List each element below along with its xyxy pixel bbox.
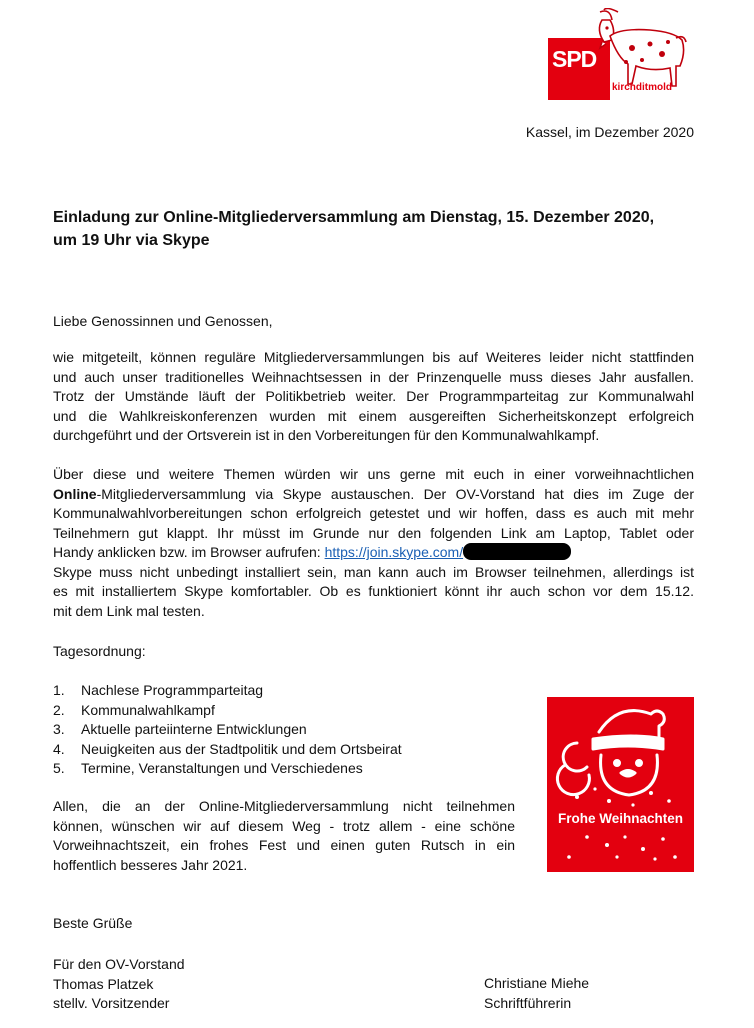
date-line: Kassel, im Dezember 2020 bbox=[525, 124, 694, 140]
christmas-greeting: Frohe Weihnachten bbox=[557, 811, 683, 826]
agenda-item-text: Neuigkeiten aus der Stadtpolitik und dem Ortsbeirat bbox=[81, 740, 402, 757]
spd-logo-text: SPD bbox=[552, 46, 597, 72]
agenda-list bbox=[53, 681, 402, 779]
signature-left-line: Thomas Platzek bbox=[53, 975, 154, 992]
spd-logo bbox=[548, 8, 690, 100]
agenda-item bbox=[53, 720, 402, 740]
agenda-item-number: 4. bbox=[53, 740, 65, 757]
paragraph-2-line: Über diese und weitere Themen würden wir uns gerne mit euch in einer vorweihnachtlichen bbox=[53, 466, 694, 482]
logo-subtitle: kirchditmold bbox=[612, 82, 673, 93]
santa-icon bbox=[547, 697, 694, 872]
signature-right-line: Schriftführerin bbox=[484, 994, 572, 1011]
paragraph-2-line: Skype muss nicht unbedingt installiert sein, man kann auch im Browser teilnehmen, allerdings ist bbox=[53, 563, 694, 580]
goat-icon bbox=[592, 8, 690, 90]
agenda-item-number: 3. bbox=[53, 721, 65, 737]
paragraph-2-line: Kommunalwahlvorbereitungen schon erfolgreich getestet und wir hoffen, dass es auch mit mehr bbox=[53, 505, 694, 521]
agenda-heading: Tagesordnung: bbox=[53, 643, 146, 659]
agenda-item-number: 5. bbox=[53, 760, 65, 776]
paragraph-2 bbox=[53, 465, 694, 621]
paragraph-3 bbox=[53, 797, 515, 875]
agenda-item-text: Aktuelle parteiinterne Entwicklungen bbox=[81, 721, 307, 737]
signature-left-line: stellv. Vorsitzender bbox=[53, 995, 170, 1011]
paragraph-2-line bbox=[53, 485, 694, 505]
agenda-item-text: Kommunalwahlkampf bbox=[81, 701, 215, 718]
closing: Beste Grüße bbox=[53, 915, 133, 931]
paragraph-3-line: können, wünschen wir auf diesem Weg - trotz allem - eine schöne bbox=[53, 817, 515, 834]
agenda-item-number: 2. bbox=[53, 701, 65, 718]
title-line-2: um 19 Uhr via Skype bbox=[53, 232, 210, 249]
online-bold: Online bbox=[53, 485, 97, 502]
signature-right-line: Christiane Miehe bbox=[484, 975, 590, 991]
paragraph-3-line: hoffentlich besseres Jahr 2021. bbox=[53, 856, 248, 873]
paragraph-2-line bbox=[53, 543, 694, 563]
paragraph-1-line: durchgeführt und der Ortsverein ist in den Vorbereitungen für den Kommunalwahlkampf. bbox=[53, 427, 600, 443]
paragraph-1-line: und die Wahlkreiskonferenzen wurden mit einem ausgereiften Sicherheitskonzept erfolgreich bbox=[53, 407, 694, 424]
paragraph-2-line: es mit installiertem Skype komfortabler. Ob es funktioniert könnt ihr auch schon vor dem 15.12. bbox=[53, 583, 694, 599]
agenda-item bbox=[53, 759, 402, 779]
redaction-bar bbox=[463, 543, 571, 560]
signature-left bbox=[53, 955, 185, 1014]
link-intro: Handy anklicken bzw. im Browser aufrufen: bbox=[53, 544, 325, 560]
paragraph-2-line-2-rest: -Mitgliederversammlung via Skype austauschen. Der OV-Vorstand hat dies im Zuge der bbox=[96, 485, 694, 502]
christmas-card bbox=[547, 697, 694, 872]
signature-right bbox=[484, 974, 589, 1013]
signature-left-line: Für den OV-Vorstand bbox=[53, 956, 185, 972]
agenda-item-number: 1. bbox=[53, 682, 65, 698]
paragraph-1-line: und auch unser traditionelles Weihnachtsessen in der Prinzenquelle muss dieses Jahr ausfallen. bbox=[53, 368, 694, 385]
title-line-1: Einladung zur Online-Mitgliederversammlung am Dienstag, 15. Dezember 2020, bbox=[53, 209, 655, 226]
paragraph-1-line: wie mitgeteilt, können reguläre Mitgliederversammlungen bis auf Weiteres leider nicht stattfinden bbox=[53, 349, 694, 365]
agenda-item bbox=[53, 701, 402, 721]
salutation: Liebe Genossinnen und Genossen, bbox=[53, 313, 273, 329]
skype-link[interactable]: https://join.skype.com/ bbox=[324, 544, 464, 560]
agenda-item-text: Nachlese Programmparteitag bbox=[81, 682, 264, 698]
paragraph-3-line: Vorweihnachtszeit, ein frohes Fest und einen guten Rutsch in ein bbox=[53, 837, 515, 853]
paragraph-1 bbox=[53, 348, 694, 446]
paragraph-1-line: Trotz der Umstände läuft der Politikbetrieb weiter. Der Programmparteitag zur Kommunalwahl bbox=[53, 388, 694, 404]
letter-title bbox=[53, 206, 693, 252]
paragraph-2-line: Teilnehmern gut klappt. Ihr müsst im Grunde nur den folgenden Link am Laptop, Tablet oder bbox=[53, 524, 694, 541]
agenda-item bbox=[53, 740, 402, 760]
paragraph-3-line: Allen, die an der Online-Mitgliederversammlung nicht teilnehmen bbox=[53, 798, 515, 814]
paragraph-2-line: mit dem Link mal testen. bbox=[53, 602, 205, 619]
agenda-item-text: Termine, Veranstaltungen und Verschiedenes bbox=[81, 760, 363, 776]
agenda-item bbox=[53, 681, 402, 701]
